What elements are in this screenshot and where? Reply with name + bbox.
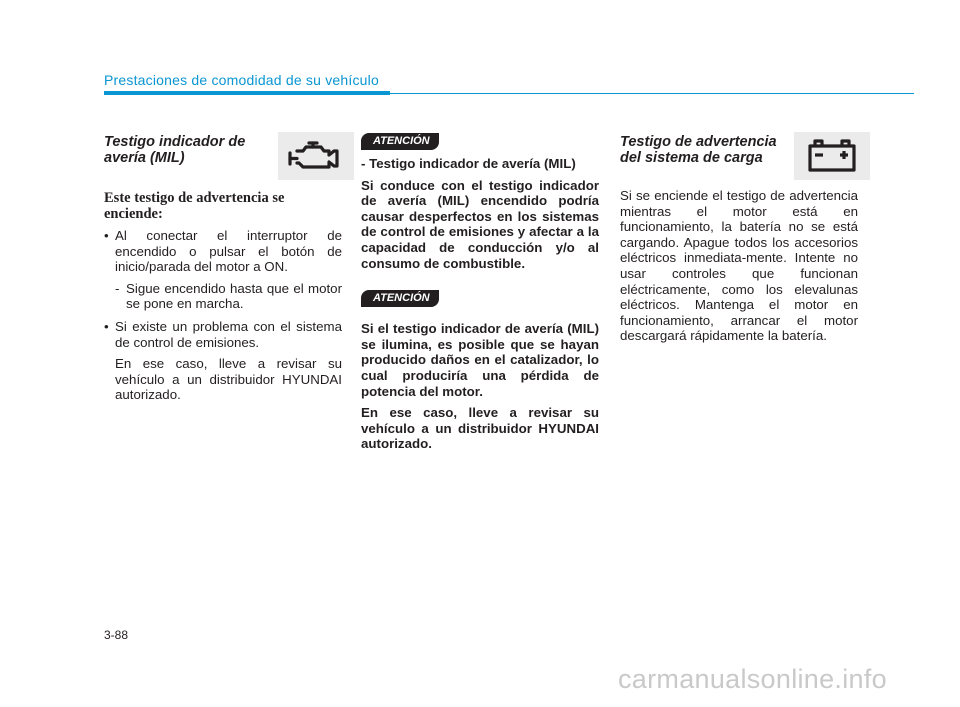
warning-2 (361, 289, 599, 452)
engine-check-icon (287, 139, 345, 173)
dash-mark: - (115, 280, 120, 296)
warning-2-text-2: En ese caso, lleve a revisar su vehículo a un distribuidor HYUNDAI autorizado. (361, 405, 599, 452)
battery-icon (804, 138, 860, 174)
mil-dash-item (104, 281, 342, 312)
header-rule-thick (104, 91, 390, 95)
warning-badge: ATENCIÓN (361, 133, 439, 150)
header-section-title: Prestaciones de comodidad de su vehículo (104, 72, 379, 88)
charging-icon-box (794, 132, 870, 180)
charging-text: Si se enciende el testigo de advertencia mientras el motor está en funcionamiento, la batería no se está cargando. Apague todos los accesorios eléctricos inmediata-mente. Intente no usar controles que funcionan eléctricamente, como los elevalunas eléctricos. Mantenga el motor en funcionamiento, arrancar el motor descargará rápidamente la batería. (620, 188, 858, 344)
mil-icon-box (278, 132, 354, 180)
mil-bullet-2-follow: En ese caso, lleve a revisar su vehículo a un distribuidor HYUNDAI autorizado. (115, 356, 342, 403)
column-charging (620, 132, 858, 344)
warning-1-text: Si conduce con el testigo indicador de avería (MIL) encendido podría causar desperfectos en los sistemas de control de emisiones y afectar a la capacidad de conducción y/o al consumo de combustible. (361, 177, 599, 271)
charging-heading: Testigo de advertencia del sistema de carga (620, 134, 777, 166)
warning-badge: ATENCIÓN (361, 290, 439, 307)
warning-1-title: - Testigo indicador de avería (MIL) (361, 156, 576, 171)
column-warnings (361, 132, 599, 460)
mil-subheading: Este testigo de advertencia se enciende: (104, 190, 285, 222)
mil-bullet-2: • Si existe un problema con el sistema de control de emisiones. (104, 319, 342, 350)
warning-2-text-1: Si el testigo indicador de avería (MIL) se ilumina, es posible que se hayan producido daños en el catalizador, lo cual produciría una pérdida de potencia del motor. (361, 321, 599, 399)
mil-heading: Testigo indicador de avería (MIL) (104, 134, 246, 166)
header-rule-thin (390, 93, 914, 94)
warning-1 (361, 132, 599, 271)
mil-bullet-1: • Al conectar el interruptor de encendido o pulsar el botón de inicio/parada del motor a ON. (104, 228, 342, 275)
column-mil (104, 132, 342, 409)
page-number: 3-88 (104, 628, 129, 642)
watermark: carmanualsonline.info (618, 664, 887, 694)
mil-dash-text: Sigue encendido hasta que el motor se pone en marcha. (126, 280, 342, 312)
